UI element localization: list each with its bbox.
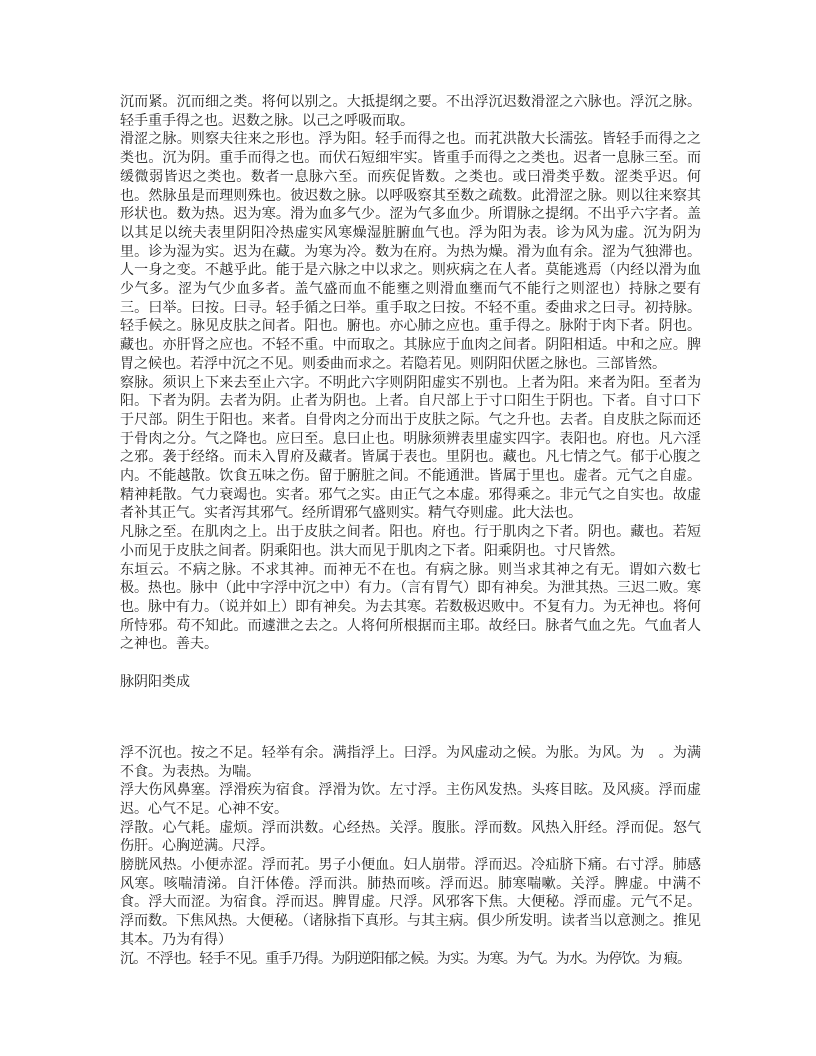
body-paragraph: 沉而紧。沉而细之类。将何以别之。大抵提纲之要。不出浮沉迟数滑涩之六脉也。浮沉之脉。轻手重手得之也。迟数之脉。以己之呼吸而取。 <box>120 95 701 129</box>
section-heading: 脉阴阳类成 <box>120 675 190 691</box>
body-paragraph: 浮大伤风鼻塞。浮滑疾为宿食。浮滑为饮。左寸浮。主伤风发热。头疼目眩。及风痰。浮而虚迟。心气不足。心神不安。 <box>120 783 701 817</box>
body-paragraph: 膀胱风热。小便赤涩。浮而芤。男子小便血。妇人崩带。浮而迟。冷疝脐下痛。右寸浮。肺感风寒。咳喘清涕。自汗体倦。浮而洪。肺热而咳。浮而迟。肺寒喘嗽。关浮。脾虚。中满不食。浮大而涩。为宿食。浮而迟。脾胃虚。尺浮。风邪客下焦。大便秘。浮而虚。元气不足。浮而数。下焦风热。大便秘。（诸脉指下真形。与其主病。俱少所发明。读者当以意测之。推见其本。乃为有得） <box>120 858 701 948</box>
body-paragraph: 沉。不浮也。轻手不见。重手乃得。为阴逆阳郁之候。为实。为寒。为气。为水。为停饮。为 瘕。 <box>120 951 691 967</box>
body-paragraph: 滑涩之脉。则察夫往来之形也。浮为阳。轻手而得之也。而芤洪散大长濡弦。皆轻手而得之之类也。沉为阴。重手而得之也。而伏石短细牢实。皆重手而得之之类也。迟者一息脉三至。而缓微弱皆迟之类也。数者一息脉六至。而疾促皆数。之类也。或曰滑类乎数。涩类乎迟。何也。然脉虽是而理则殊也。彼迟数之脉。以呼吸察其至数之疏数。此滑涩之脉。则以往来察其形状也。数为热。迟为寒。滑为血多气少。涩为气多血少。所谓脉之提纲。不出乎六字者。盖以其足以统夫表里阴阳冷热虚实风寒燥湿脏腑血气也。浮为阳为表。诊为风为虚。沉为阴为里。诊为湿为实。迟为在藏。为寒为冷。数为在府。为热为燥。滑为血有余。涩为气独滞也。人一身之变。不越乎此。能于是六脉之中以求之。则疢病之在人者。莫能逃焉（内经以滑为血少气多。涩为气少血多者。盖气盛而血不能壅之则滑血壅而气不能行之则涩也）持脉之要有三。曰举。曰按。曰寻。轻手循之曰举。重手取之曰按。不轻不重。委曲求之曰寻。初持脉。轻手候之。脉见皮肤之间者。阳也。腑也。亦心肺之应也。重手得之。脉附于肉下者。阴也。藏也。亦肝肾之应也。不轻不重。中而取之。其脉应于血肉之间者。阴阳相适。中和之应。脾胃之候也。若浮中沉之不见。则委曲而求之。若隐若见。则阴阳伏匿之脉也。三部皆然。 <box>120 132 701 372</box>
body-paragraph: 浮不沉也。按之不足。轻举有余。满指浮上。曰浮。为风虚动之候。为胀。为风。为 。为满不食。为表热。为喘。 <box>120 745 701 780</box>
body-paragraph: 东垣云。不病之脉。不求其神。而神无不在也。有病之脉。则当求其神之有无。谓如六数七极。热也。脉中（此中字浮中沉之中）有力。（言有胃气）即有神矣。为泄其热。三迟二败。寒也。脉中有力。（说并如上）即有神矣。为去其寒。若数极迟败中。不复有力。为无神也。将何所恃邪。苟不知此。而遽泄之去之。人将何所根据而主耶。故经曰。脉者气血之先。气血者人之神也。善夫。 <box>120 562 701 653</box>
body-paragraph: 浮散。心气耗。虚烦。浮而洪数。心经热。关浮。腹胀。浮而数。风热入肝经。浮而促。怒气伤肝。心胸逆满。尺浮。 <box>120 820 701 855</box>
body-paragraph: 凡脉之至。在肌肉之上。出于皮肤之间者。阳也。府也。行于肌肉之下者。阴也。藏也。若短小而见于皮肤之间者。阴乘阳也。洪大而见于肌肉之下者。阳乘阴也。寸尺皆然。 <box>120 525 701 559</box>
body-paragraph: 察脉。须识上下来去至止六字。不明此六字则阴阳虚实不别也。上者为阳。来者为阳。至者为阳。下者为阴。去者为阴。止者为阴也。上者。自尺部上于寸口阳生于阴也。下者。自寸口下于尺部。阴生于阳也。来者。自骨肉之分而出于皮肤之际。气之升也。去者。自皮肤之际而还于骨肉之分。气之降也。应曰至。息曰止也。明脉须辨表里虚实四字。表阳也。府也。凡六淫之邪。袭于经络。而未入胃府及藏者。皆属于表也。里阴也。藏也。凡七情之气。郁于心腹之内。不能越散。饮食五味之伤。留于腑脏之间。不能通泄。皆属于里也。虚者。元气之自虚。精神耗散。气力衰竭也。实者。邪气之实。由正气之本虚。邪得乘之。非元气之自实也。故虚者补其正气。实者泻其邪气。经所谓邪气盛则实。精气夺则虚。此大法也。 <box>120 375 701 522</box>
